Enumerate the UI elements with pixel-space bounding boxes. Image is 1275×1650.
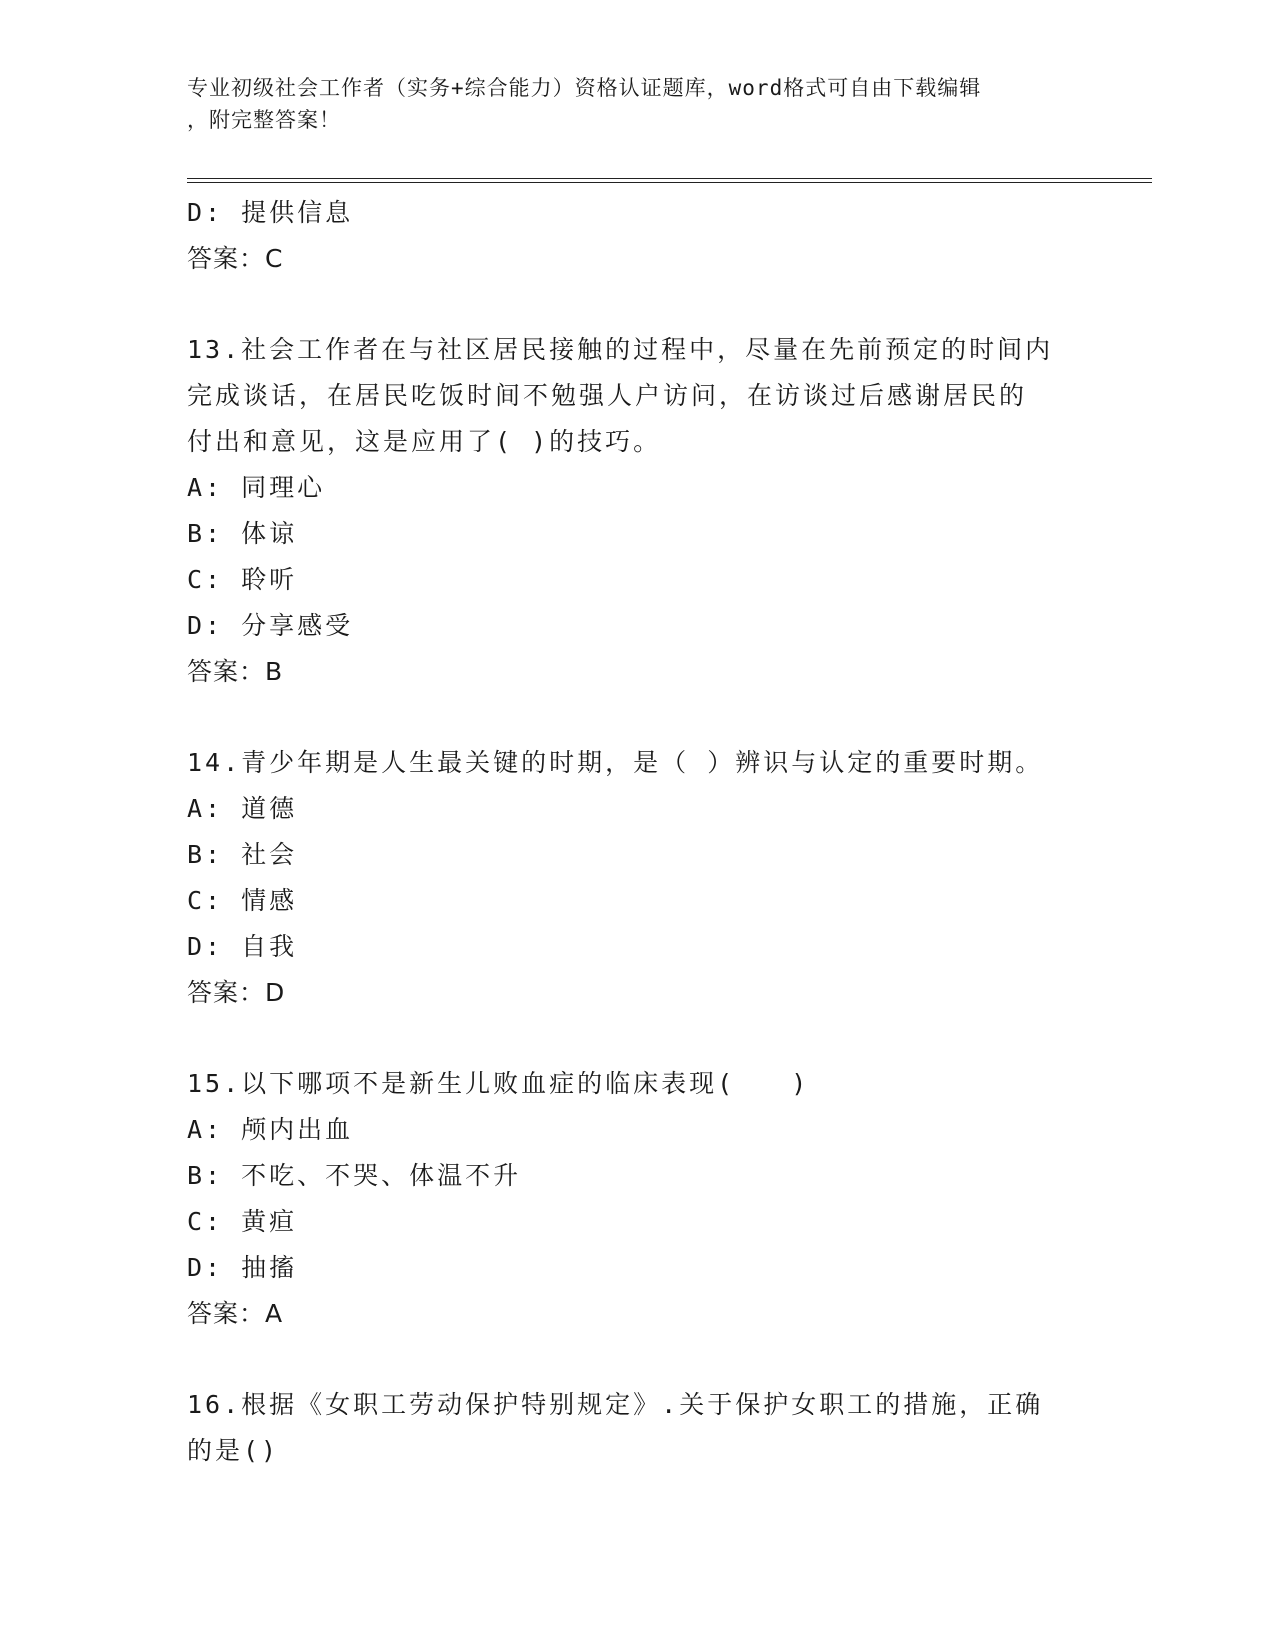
question-text-line: 16.根据《女职工劳动保护特别规定》.关于保护女职工的措施，正确 [187,1390,1044,1419]
option-c: C: 情感 [187,886,298,915]
option-d: D: 抽搐 [187,1253,298,1282]
question-16 [187,1382,1087,1474]
question-text-line: 14.青少年期是人生最关键的时期，是（ ）辨识与认定的重要时期。 [187,748,1044,777]
question-text-line: 15.以下哪项不是新生儿败血症的临床表现( ) [187,1069,810,1098]
question-13 [187,327,1087,695]
option-d: D: 自我 [187,932,298,961]
header-line-1: 专业初级社会工作者（实务+综合能力）资格认证题库，word格式可自由下载编辑 [187,76,982,100]
question-text-line: 付出和意见，这是应用了( )的技巧。 [187,427,662,456]
document-body [187,190,1087,1474]
option-c: C: 聆听 [187,565,298,594]
answer: 答案：B [187,657,284,686]
question-15 [187,1061,1087,1337]
answer: 答案：D [187,978,286,1007]
header-divider-bottom [187,182,1152,183]
answer: 答案：C [187,244,284,273]
question-text-line: 13.社会工作者在与社区居民接触的过程中，尽量在先前预定的时间内 [187,335,1054,364]
option-b: B: 不吃、不哭、体温不升 [187,1161,522,1190]
option-c: C: 黄疸 [187,1207,298,1236]
header-line-2: ，附完整答案！ [187,108,341,132]
option-a: A: 道德 [187,794,298,823]
option-a: A: 颅内出血 [187,1115,354,1144]
option-b: B: 体谅 [187,519,298,548]
answer: 答案：A [187,1299,284,1328]
option-d: D: 分享感受 [187,611,354,640]
question-14 [187,740,1087,1016]
previous-question-tail [187,190,1087,282]
document-header [187,72,1087,136]
option-a: A: 同理心 [187,473,326,502]
option-b: B: 社会 [187,840,298,869]
question-text-line: 的是() [187,1436,280,1465]
question-text-line: 完成谈话，在居民吃饭时间不勉强人户访问，在访谈过后感谢居民的 [187,381,1028,410]
header-divider-top [187,178,1152,179]
option-d: D: 提供信息 [187,198,354,227]
